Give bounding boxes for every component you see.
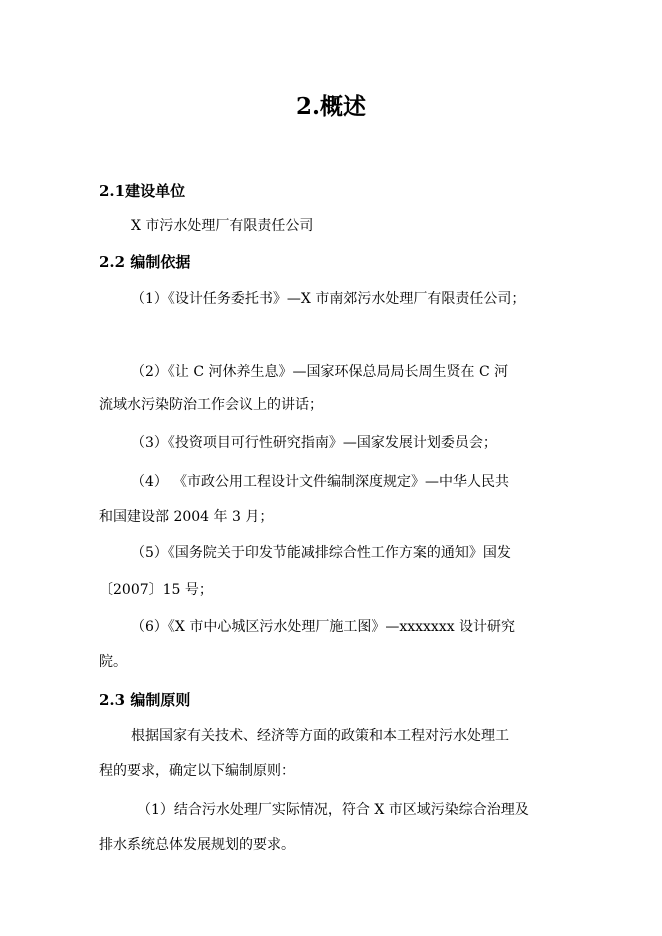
basis-item-number: （3） xyxy=(131,435,168,451)
basis-item-2-continuation: 流域水污染防治工作会议上的讲话； xyxy=(99,397,323,413)
basis-item-4 xyxy=(131,475,509,489)
principle-item-1: （1）结合污水处理厂实际情况，符合 X 市区域污染综合治理及 xyxy=(137,802,529,818)
basis-item-text: 《市政公用工程设计文件编制深度规定》—中华人民共 xyxy=(173,474,509,490)
basis-item-6 xyxy=(131,620,515,634)
basis-item-number: （1） xyxy=(131,291,168,307)
basis-item-text: 《投资项目可行性研究指南》—国家发展计划委员会； xyxy=(167,435,497,451)
basis-item-4-continuation: 和国建设部 2004 年 3 月； xyxy=(99,509,274,525)
basis-item-text: 《国务院关于印发节能减排综合性工作方案的通知》国发 xyxy=(167,545,511,561)
basis-item-number: （6） xyxy=(131,619,168,635)
basis-item-3 xyxy=(131,436,497,450)
section-heading-2-2: 2.2 编制依据 xyxy=(99,253,191,271)
page-title: 2.概述 xyxy=(295,93,366,120)
basis-item-text: 《让 C 河休养生息》—国家环保总局局长周生贤在 C 河 xyxy=(167,364,509,380)
basis-item-2 xyxy=(131,365,508,379)
basis-item-1 xyxy=(131,292,525,306)
basis-item-6-continuation: 院。 xyxy=(99,654,127,670)
construction-unit-text: X 市污水处理厂有限责任公司 xyxy=(131,218,314,234)
basis-item-number: （2） xyxy=(131,364,168,380)
principle-item-1-continuation: 排水系统总体发展规划的要求。 xyxy=(99,837,295,853)
principles-intro: 根据国家有关技术、经济等方面的政策和本工程对污水处理工 xyxy=(131,728,509,744)
basis-item-5-continuation: 〔2007〕15 号； xyxy=(99,582,213,598)
section-heading-2-1: 2.1建设单位 xyxy=(99,182,186,200)
section-heading-2-3: 2.3 编制原则 xyxy=(99,691,191,709)
basis-item-5 xyxy=(131,546,511,560)
basis-item-text: 《设计任务委托书》—X 市南郊污水处理厂有限责任公司； xyxy=(167,291,526,307)
principles-intro-continuation: 程的要求，确定以下编制原则： xyxy=(99,763,295,779)
basis-item-number: （4） xyxy=(131,474,168,490)
basis-item-number: （5） xyxy=(131,545,168,561)
basis-item-text: 《X 市中心城区污水处理厂施工图》—xxxxxxx 设计研究 xyxy=(167,619,516,635)
